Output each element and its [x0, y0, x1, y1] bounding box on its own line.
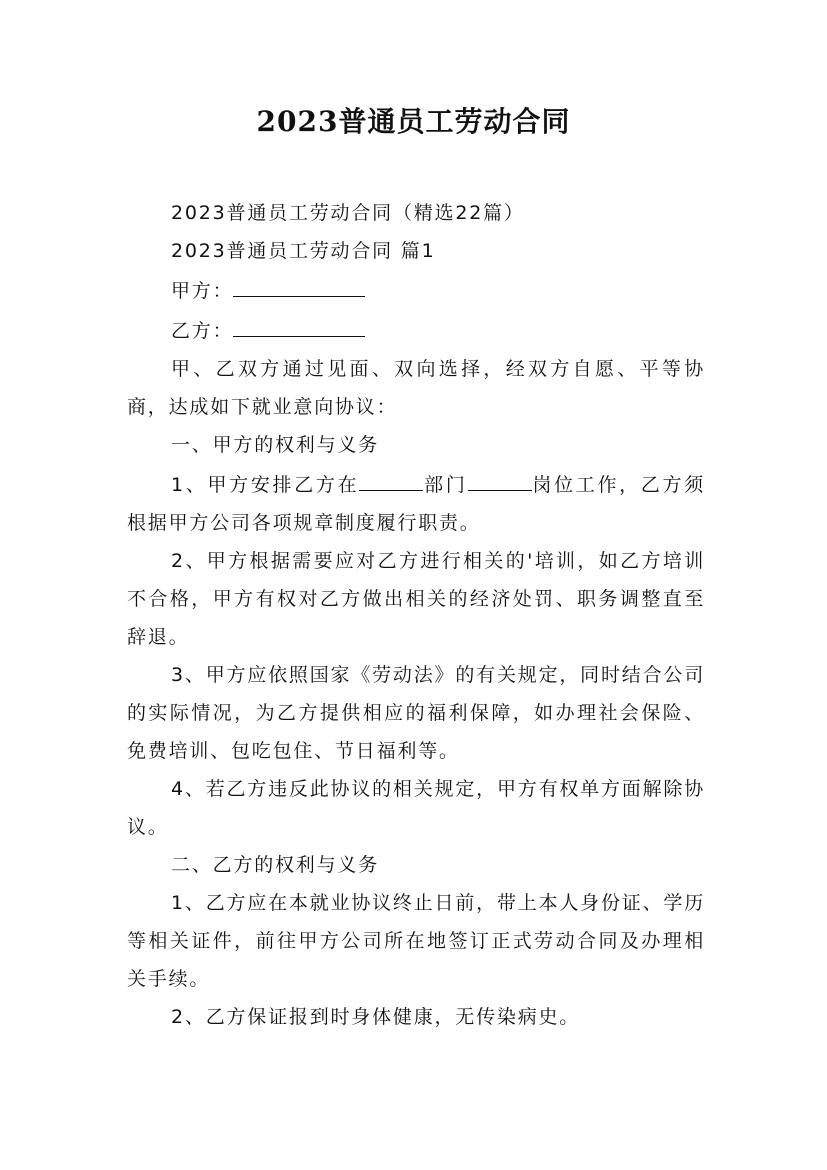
party-a-label: 甲方： — [171, 280, 234, 302]
section2-heading: 二、乙方的权利与义务 — [171, 854, 380, 876]
s1-item1-text-b: 部门 — [423, 474, 468, 496]
party-b-blank — [233, 310, 365, 337]
document-subtitle: 2023普通员工劳动合同（精选22篇） — [171, 202, 525, 224]
party-a-blank — [233, 270, 365, 297]
section1-heading: 一、甲方的权利与义务 — [171, 434, 380, 456]
section2-item2: 2、乙方保证报到时身体健康，无传染病史。 — [171, 1006, 581, 1028]
s1-item1-text-a: 1、甲方安排乙方在 — [171, 474, 360, 496]
chapter-heading: 2023普通员工劳动合同 篇1 — [171, 240, 436, 262]
position-blank — [468, 464, 532, 491]
party-b-label: 乙方： — [171, 320, 234, 342]
department-blank — [359, 464, 423, 491]
document-title: 2023普通员工劳动合同 — [256, 105, 571, 138]
party-a-line — [127, 270, 705, 310]
section1-item4: 4、若乙方违反此协议的相关规定，甲方有权单方面解除协议。 — [127, 778, 705, 838]
party-b-line — [127, 310, 705, 350]
section1-item3: 3、甲方应依照国家《劳动法》的有关规定，同时结合公司的实际情况，为乙方提供相应的福利保障，如办理社会保险、免费培训、包吃包住、节日福利等。 — [127, 664, 705, 762]
section1-item1 — [127, 464, 705, 542]
document-body — [127, 194, 705, 1036]
intro-paragraph: 甲、乙双方通过见面、双向选择，经双方自愿、平等协商，达成如下就业意向协议： — [127, 358, 705, 418]
section1-item2: 2、甲方根据需要应对乙方进行相关的'培训，如乙方培训不合格，甲方有权对乙方做出相关的经济处罚、职务调整直至辞退。 — [127, 550, 705, 648]
s1-item1-text-c: 岗位工作，乙方须根据甲方公司各项规章制度履行职责。 — [127, 474, 705, 534]
section2-item1: 1、乙方应在本就业协议终止日前，带上本人身份证、学历等相关证件，前往甲方公司所在地签订正式劳动合同及办理相关手续。 — [127, 892, 705, 990]
